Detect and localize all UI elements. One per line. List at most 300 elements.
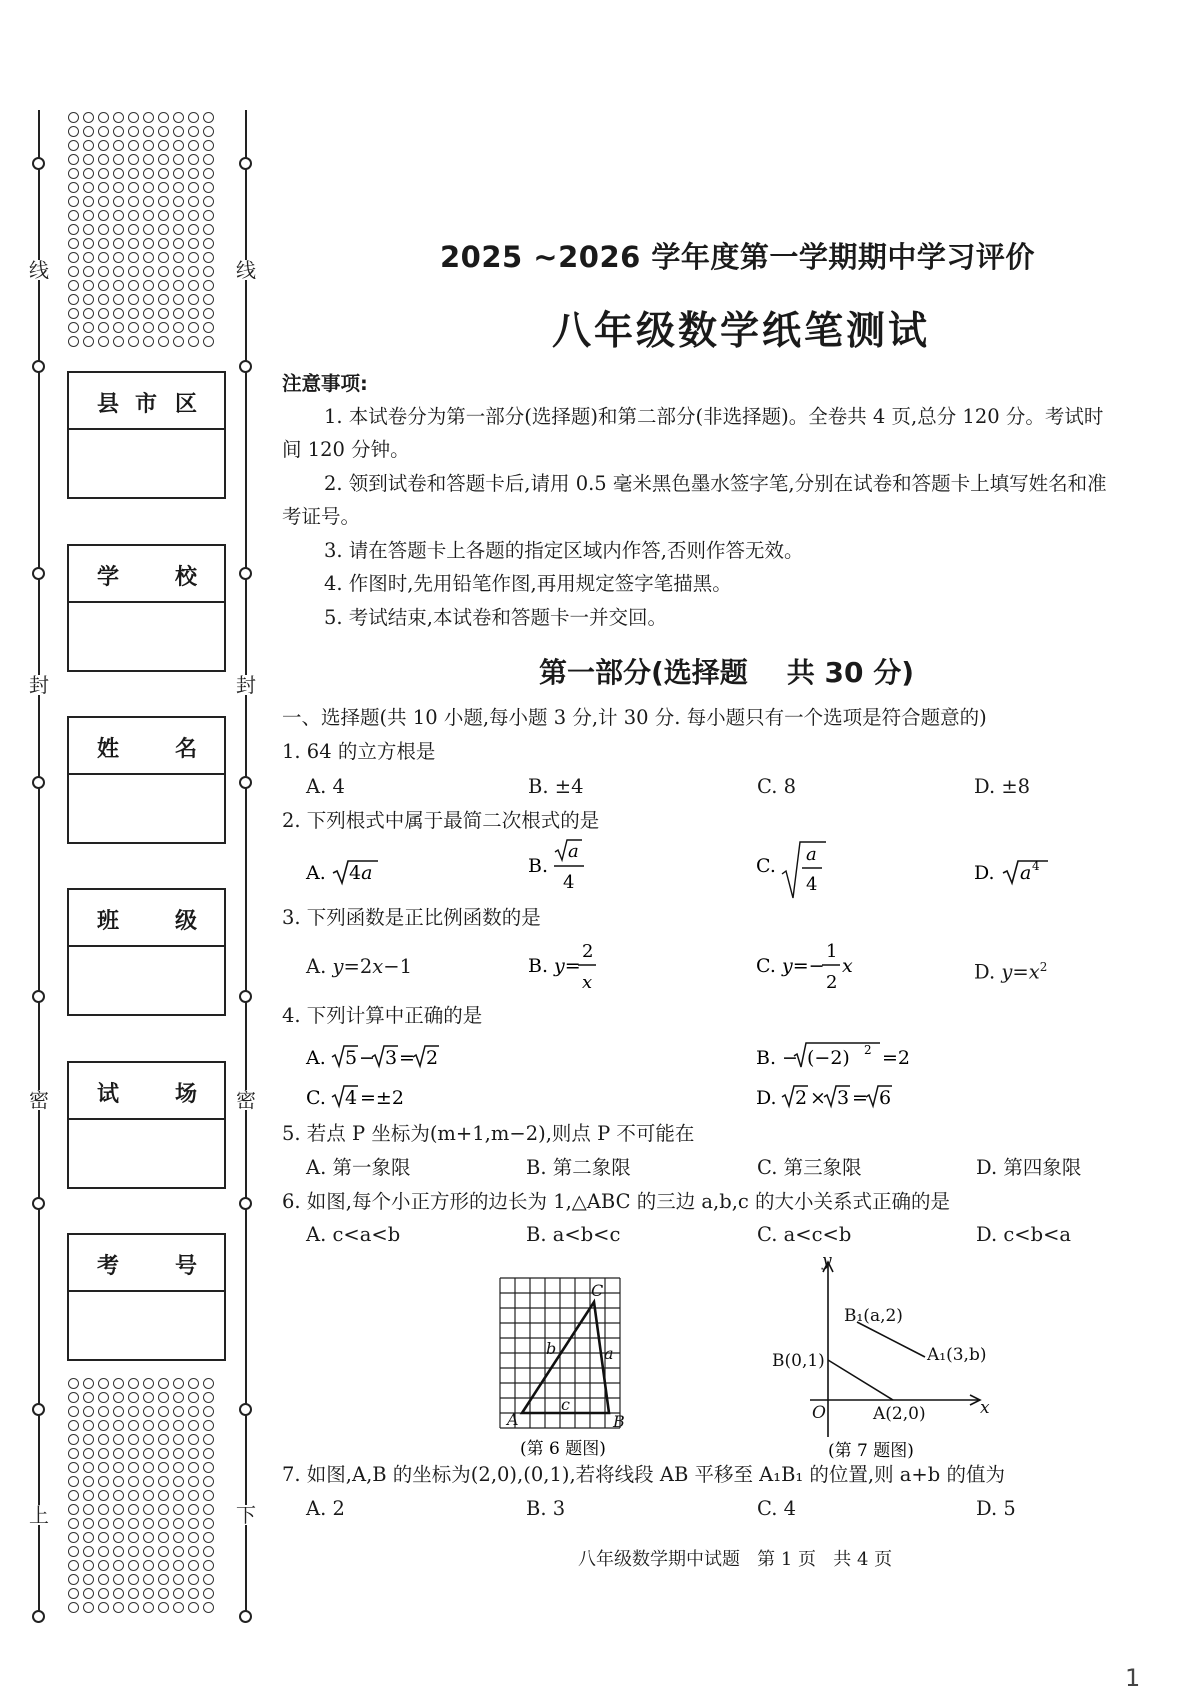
- binding-dot: [188, 140, 199, 151]
- binding-dot: [83, 1518, 94, 1529]
- binding-dot: [98, 168, 109, 179]
- binding-dot: [113, 1560, 124, 1571]
- svg-text:C.: C.: [756, 855, 776, 877]
- binding-dot: [128, 1462, 139, 1473]
- binding-dot: [98, 112, 109, 123]
- binding-dot: [143, 1532, 154, 1543]
- fig6-caption: (第 6 题图): [520, 1439, 606, 1459]
- binding-dot: [203, 322, 214, 333]
- binding-dot: [143, 336, 154, 347]
- binding-dot: [173, 266, 184, 277]
- binding-dot: [98, 1602, 109, 1613]
- binding-dot: [188, 308, 199, 319]
- binding-dot: [113, 196, 124, 207]
- binding-dot: [203, 168, 214, 179]
- binding-dot: [158, 1392, 169, 1403]
- binding-dot: [143, 266, 154, 277]
- binding-dot: [83, 1574, 94, 1585]
- side-label-xian: 线: [236, 258, 256, 282]
- q1-option-b[interactable]: B. ±4: [528, 775, 584, 798]
- ring-marker: [239, 776, 252, 789]
- binding-dot: [68, 140, 79, 151]
- svg-text:B. −: B. −: [756, 1047, 798, 1069]
- binding-dot: [68, 1490, 79, 1501]
- binding-dot: [128, 1560, 139, 1571]
- binding-dot: [128, 112, 139, 123]
- ring-marker: [239, 360, 252, 373]
- svg-text:B.: B.: [528, 855, 549, 877]
- q2-option-c[interactable]: [750, 838, 850, 902]
- q4-option-c[interactable]: [300, 1080, 450, 1114]
- figure-7: [760, 1252, 1000, 1464]
- field-exam-number[interactable]: [67, 1233, 226, 1361]
- binding-dot: [68, 266, 79, 277]
- binding-dot: [68, 336, 79, 347]
- binding-dot: [158, 308, 169, 319]
- field-label-char: 姓: [97, 737, 120, 762]
- binding-dot: [98, 238, 109, 249]
- svg-text:1: 1: [826, 941, 838, 962]
- field-county[interactable]: [67, 371, 226, 499]
- binding-dot: [68, 1420, 79, 1431]
- fig7-x-axis-label: x: [980, 1398, 990, 1418]
- binding-dot: [128, 1602, 139, 1613]
- binding-dot: [173, 1406, 184, 1417]
- q5-option-d[interactable]: D. 第四象限: [976, 1156, 1082, 1179]
- side-label-xian: 线: [29, 258, 49, 282]
- binding-dot: [173, 196, 184, 207]
- binding-dot: [98, 140, 109, 151]
- binding-dot: [128, 1532, 139, 1543]
- side-label-mi: 密: [236, 1088, 256, 1112]
- binding-dot: [128, 1490, 139, 1501]
- binding-dot: [188, 1546, 199, 1557]
- binding-dot: [158, 140, 169, 151]
- binding-dot: [128, 294, 139, 305]
- binding-dot: [173, 112, 184, 123]
- binding-dot: [203, 1504, 214, 1515]
- field-label-char: 市: [135, 392, 158, 417]
- svg-text:2: 2: [582, 941, 594, 962]
- binding-dot: [143, 1406, 154, 1417]
- ring-marker: [239, 990, 252, 1003]
- q2-option-a[interactable]: [300, 845, 410, 895]
- svg-text:A.: A.: [306, 1047, 326, 1069]
- binding-dot: [98, 1518, 109, 1529]
- binding-dot: [143, 1560, 154, 1571]
- binding-dot: [173, 238, 184, 249]
- binding-dot: [68, 182, 79, 193]
- ring-marker: [239, 1197, 252, 1210]
- binding-dot: [98, 224, 109, 235]
- binding-dot: [68, 322, 79, 333]
- svg-text:A.: A.: [306, 862, 326, 884]
- binding-dot: [68, 238, 79, 249]
- binding-dot: [158, 224, 169, 235]
- binding-dot: [98, 210, 109, 221]
- binding-dot: [158, 1378, 169, 1389]
- binding-dot: [158, 126, 169, 137]
- binding-dot: [143, 1392, 154, 1403]
- binding-dot: [83, 1476, 94, 1487]
- svg-text:x: x: [842, 955, 853, 977]
- fig7-origin-label: O: [812, 1403, 826, 1423]
- q2-option-b[interactable]: [522, 838, 622, 902]
- binding-dot: [113, 238, 124, 249]
- binding-dot: [203, 1406, 214, 1417]
- page-footer: 八年级数学期中试题 第 1 页 共 4 页: [578, 1549, 893, 1570]
- binding-dot: [158, 322, 169, 333]
- q6-stem: 6. 如图,每个小正方形的边长为 1,△ABC 的三边 a,b,c 的大小关系式正确的是: [282, 1190, 951, 1213]
- binding-dot: [203, 252, 214, 263]
- binding-dot: [158, 1602, 169, 1613]
- svg-text:3: 3: [837, 1087, 850, 1109]
- binding-dot: [173, 1588, 184, 1599]
- q4-option-a[interactable]: [300, 1040, 480, 1074]
- left-cut-line: [38, 110, 40, 1615]
- binding-dot: [98, 1490, 109, 1501]
- binding-dot: [68, 294, 79, 305]
- binding-dot: [143, 168, 154, 179]
- page-number: 1: [1125, 1664, 1141, 1692]
- svg-text:2: 2: [426, 1047, 439, 1069]
- svg-text:=: =: [852, 1087, 868, 1109]
- binding-dot: [143, 238, 154, 249]
- binding-dot: [113, 1476, 124, 1487]
- field-label-char: 场: [175, 1082, 198, 1107]
- fig7-caption: (第 7 题图): [828, 1441, 914, 1461]
- binding-dot: [128, 1378, 139, 1389]
- svg-text:4a: 4a: [349, 862, 373, 884]
- binding-dot: [143, 126, 154, 137]
- binding-dot: [158, 112, 169, 123]
- binding-dot: [188, 1434, 199, 1445]
- binding-dot: [143, 1434, 154, 1445]
- fig6-label-side-b: b: [546, 1339, 557, 1358]
- binding-dot: [83, 112, 94, 123]
- binding-dot: [158, 1588, 169, 1599]
- binding-dot: [158, 1406, 169, 1417]
- binding-dot: [203, 1462, 214, 1473]
- binding-dot: [173, 1462, 184, 1473]
- field-class[interactable]: [67, 888, 226, 1016]
- field-exam-room[interactable]: [67, 1061, 226, 1189]
- binding-dot: [113, 266, 124, 277]
- q3-option-d[interactable]: D. $y=x^2$: [974, 960, 1048, 984]
- binding-dot: [113, 168, 124, 179]
- binding-dot: [83, 140, 94, 151]
- binding-dot: [203, 336, 214, 347]
- binding-dot: [203, 1378, 214, 1389]
- q6-option-c[interactable]: C. a<c<b: [757, 1223, 852, 1246]
- binding-dot: [98, 1532, 109, 1543]
- fig7-label-b: B(0,1): [772, 1351, 825, 1371]
- binding-dot: [68, 1378, 79, 1389]
- svg-text:a: a: [1020, 862, 1032, 884]
- svg-text:6: 6: [879, 1087, 892, 1109]
- svg-text:B. y=: B. y=: [528, 955, 581, 977]
- binding-dot: [128, 210, 139, 221]
- fig7-label-a: A(2,0): [873, 1404, 926, 1424]
- binding-dot: [203, 238, 214, 249]
- binding-dot: [173, 1392, 184, 1403]
- binding-dot: [98, 1406, 109, 1417]
- binding-dot: [173, 322, 184, 333]
- binding-dot: [203, 294, 214, 305]
- binding-dot: [98, 196, 109, 207]
- side-label-mi: 密: [29, 1088, 49, 1112]
- binding-dot: [173, 336, 184, 347]
- binding-dot: [68, 196, 79, 207]
- field-label-char: 级: [175, 909, 198, 934]
- svg-text:4: 4: [1032, 859, 1040, 873]
- binding-dot: [83, 1546, 94, 1557]
- binding-dot: [128, 196, 139, 207]
- field-label-char: 学: [97, 565, 120, 590]
- binding-dot: [98, 1392, 109, 1403]
- binding-dot: [83, 280, 94, 291]
- binding-dot: [128, 1518, 139, 1529]
- q3-option-a[interactable]: A. y=2x−1: [306, 955, 413, 978]
- binding-dot: [98, 1476, 109, 1487]
- binding-dot: [188, 210, 199, 221]
- binding-dot: [173, 1504, 184, 1515]
- binding-dot: [113, 308, 124, 319]
- binding-dot: [113, 210, 124, 221]
- binding-dot: [83, 308, 94, 319]
- binding-dot: [173, 154, 184, 165]
- svg-text:=±2: =±2: [360, 1087, 404, 1109]
- q6-option-d[interactable]: D. c<b<a: [976, 1223, 1072, 1246]
- binding-dot: [128, 168, 139, 179]
- binding-dot: [143, 280, 154, 291]
- binding-dot: [128, 280, 139, 291]
- binding-dot: [83, 1420, 94, 1431]
- binding-dot: [113, 1406, 124, 1417]
- binding-dot: [68, 154, 79, 165]
- binding-dot: [128, 140, 139, 151]
- binding-dot: [98, 126, 109, 137]
- ring-marker: [32, 1610, 45, 1623]
- field-school[interactable]: [67, 544, 226, 672]
- binding-dot: [188, 1532, 199, 1543]
- binding-dot: [143, 140, 154, 151]
- binding-dot: [158, 1504, 169, 1515]
- side-label-shang: 上: [29, 1503, 49, 1527]
- binding-dot: [158, 252, 169, 263]
- svg-text:a: a: [568, 841, 579, 862]
- binding-dot: [113, 1532, 124, 1543]
- binding-dot: [203, 1392, 214, 1403]
- binding-dot: [83, 266, 94, 277]
- svg-text:4: 4: [345, 1087, 358, 1109]
- binding-dot: [173, 1434, 184, 1445]
- binding-dot: [128, 1434, 139, 1445]
- binding-dot: [113, 224, 124, 235]
- binding-dot: [113, 1434, 124, 1445]
- binding-dot: [173, 1560, 184, 1571]
- binding-dot: [128, 1406, 139, 1417]
- binding-dot: [188, 154, 199, 165]
- binding-dot: [113, 336, 124, 347]
- binding-dot: [68, 1476, 79, 1487]
- binding-dot: [188, 1602, 199, 1613]
- binding-dot: [188, 294, 199, 305]
- q1-option-c[interactable]: C. 8: [757, 775, 797, 798]
- binding-dot: [158, 196, 169, 207]
- binding-dot: [143, 252, 154, 263]
- binding-dot: [98, 1378, 109, 1389]
- q6-option-a[interactable]: A. c<a<b: [306, 1223, 401, 1246]
- binding-dot: [203, 154, 214, 165]
- binding-dot: [203, 1434, 214, 1445]
- binding-dot: [113, 294, 124, 305]
- svg-text:5: 5: [345, 1047, 358, 1069]
- binding-dot: [173, 1476, 184, 1487]
- binding-dot: [68, 126, 79, 137]
- binding-dot: [188, 1448, 199, 1459]
- binding-dot: [68, 112, 79, 123]
- binding-dot: [98, 1574, 109, 1585]
- field-label-char: 试: [97, 1082, 120, 1107]
- notice-line: 考证号。: [282, 505, 361, 528]
- q4-stem: 4. 下列计算中正确的是: [282, 1004, 483, 1027]
- binding-dot: [158, 266, 169, 277]
- q5-option-b[interactable]: B. 第二象限: [526, 1156, 631, 1179]
- binding-dot: [173, 1420, 184, 1431]
- field-label-char: 考: [97, 1254, 120, 1279]
- binding-dot: [143, 1546, 154, 1557]
- binding-dot: [98, 154, 109, 165]
- svg-text:D.: D.: [974, 862, 995, 884]
- binding-dot: [113, 154, 124, 165]
- right-cut-line: [245, 110, 247, 1615]
- binding-dot: [203, 1602, 214, 1613]
- binding-dot: [98, 252, 109, 263]
- svg-text:×: ×: [810, 1087, 826, 1109]
- q4-option-d[interactable]: [750, 1080, 930, 1114]
- q1-option-d[interactable]: D. ±8: [974, 775, 1031, 798]
- binding-dot: [113, 1378, 124, 1389]
- binding-dot: [143, 154, 154, 165]
- binding-dot: [83, 196, 94, 207]
- svg-text:=: =: [399, 1047, 415, 1069]
- binding-dot: [128, 1588, 139, 1599]
- binding-dot: [68, 1392, 79, 1403]
- binding-dot: [158, 238, 169, 249]
- binding-dot: [188, 322, 199, 333]
- binding-dot: [188, 336, 199, 347]
- binding-dot: [113, 112, 124, 123]
- q5-option-c[interactable]: C. 第三象限: [757, 1156, 862, 1179]
- q5-stem: 5. 若点 P 坐标为(m+1,m−2),则点 P 不可能在: [282, 1122, 695, 1145]
- q7-option-b[interactable]: B. 3: [526, 1497, 566, 1520]
- binding-dot: [68, 1546, 79, 1557]
- binding-dot: [98, 1588, 109, 1599]
- ring-marker: [239, 157, 252, 170]
- binding-dot: [83, 322, 94, 333]
- binding-dot: [83, 1588, 94, 1599]
- binding-dot: [98, 280, 109, 291]
- svg-text:C. y=−: C. y=−: [756, 955, 825, 977]
- q3-option-c[interactable]: [750, 936, 880, 998]
- q5-option-a[interactable]: A. 第一象限: [306, 1156, 411, 1179]
- binding-dot: [173, 182, 184, 193]
- binding-dot: [203, 266, 214, 277]
- binding-dot: [173, 280, 184, 291]
- binding-dot: [173, 1490, 184, 1501]
- binding-dot: [188, 1420, 199, 1431]
- q7-option-c[interactable]: C. 4: [757, 1497, 797, 1520]
- binding-dot: [113, 1448, 124, 1459]
- binding-dot: [68, 1574, 79, 1585]
- q3-option-b[interactable]: [522, 936, 632, 998]
- binding-dot: [158, 1462, 169, 1473]
- part1-instruction: 一、选择题(共 10 小题,每小题 3 分,计 30 分. 每小题只有一个选项是符合题意的): [282, 706, 987, 729]
- binding-dot: [188, 168, 199, 179]
- q2-stem: 2. 下列根式中属于最简二次根式的是: [282, 809, 600, 832]
- exam-subtitle: 八年级数学纸笔测试: [552, 309, 931, 354]
- field-name[interactable]: [67, 716, 226, 844]
- binding-dot: [128, 336, 139, 347]
- binding-dot: [143, 1462, 154, 1473]
- binding-dot: [98, 1462, 109, 1473]
- side-label-feng: 封: [236, 673, 256, 697]
- q6-option-b[interactable]: B. a<b<c: [526, 1223, 621, 1246]
- binding-dot: [83, 1462, 94, 1473]
- binding-dot: [203, 1448, 214, 1459]
- binding-dot: [83, 224, 94, 235]
- binding-dot: [68, 1504, 79, 1515]
- binding-dot: [203, 210, 214, 221]
- q7-option-d[interactable]: D. 5: [976, 1497, 1016, 1520]
- binding-dot: [68, 1588, 79, 1599]
- binding-dot: [188, 280, 199, 291]
- binding-dot: [83, 336, 94, 347]
- fig7-y-axis-label: y: [822, 1252, 832, 1271]
- binding-dot: [143, 1378, 154, 1389]
- binding-dot: [173, 1378, 184, 1389]
- q4-option-b[interactable]: [750, 1036, 940, 1074]
- q1-stem: 1. 64 的立方根是: [282, 740, 436, 763]
- binding-dot: [158, 294, 169, 305]
- q2-option-d[interactable]: [968, 845, 1078, 895]
- field-label-char: 区: [175, 392, 198, 417]
- binding-dot: [203, 182, 214, 193]
- binding-dot: [143, 1518, 154, 1529]
- binding-dot: [83, 1378, 94, 1389]
- binding-dot: [173, 1518, 184, 1529]
- fig6-label-c-vertex: C: [591, 1281, 604, 1300]
- notice-line: 2. 领到试卷和答题卡后,请用 0.5 毫米黑色墨水签字笔,分别在试卷和答题卡上填写姓名和准: [324, 472, 1107, 495]
- binding-dot: [98, 308, 109, 319]
- binding-dot: [113, 1602, 124, 1613]
- binding-dot: [188, 1518, 199, 1529]
- binding-dot: [128, 322, 139, 333]
- q7-option-a[interactable]: A. 2: [306, 1497, 345, 1520]
- binding-dot: [203, 1546, 214, 1557]
- dot-grid-top: [68, 112, 218, 348]
- q1-option-a[interactable]: A. 4: [306, 775, 345, 798]
- binding-dot: [128, 1476, 139, 1487]
- binding-dot: [83, 154, 94, 165]
- binding-dot: [188, 126, 199, 137]
- binding-dot: [113, 126, 124, 137]
- binding-dot: [173, 1546, 184, 1557]
- binding-dot: [143, 1490, 154, 1501]
- svg-text:a: a: [806, 844, 817, 865]
- binding-dot: [203, 126, 214, 137]
